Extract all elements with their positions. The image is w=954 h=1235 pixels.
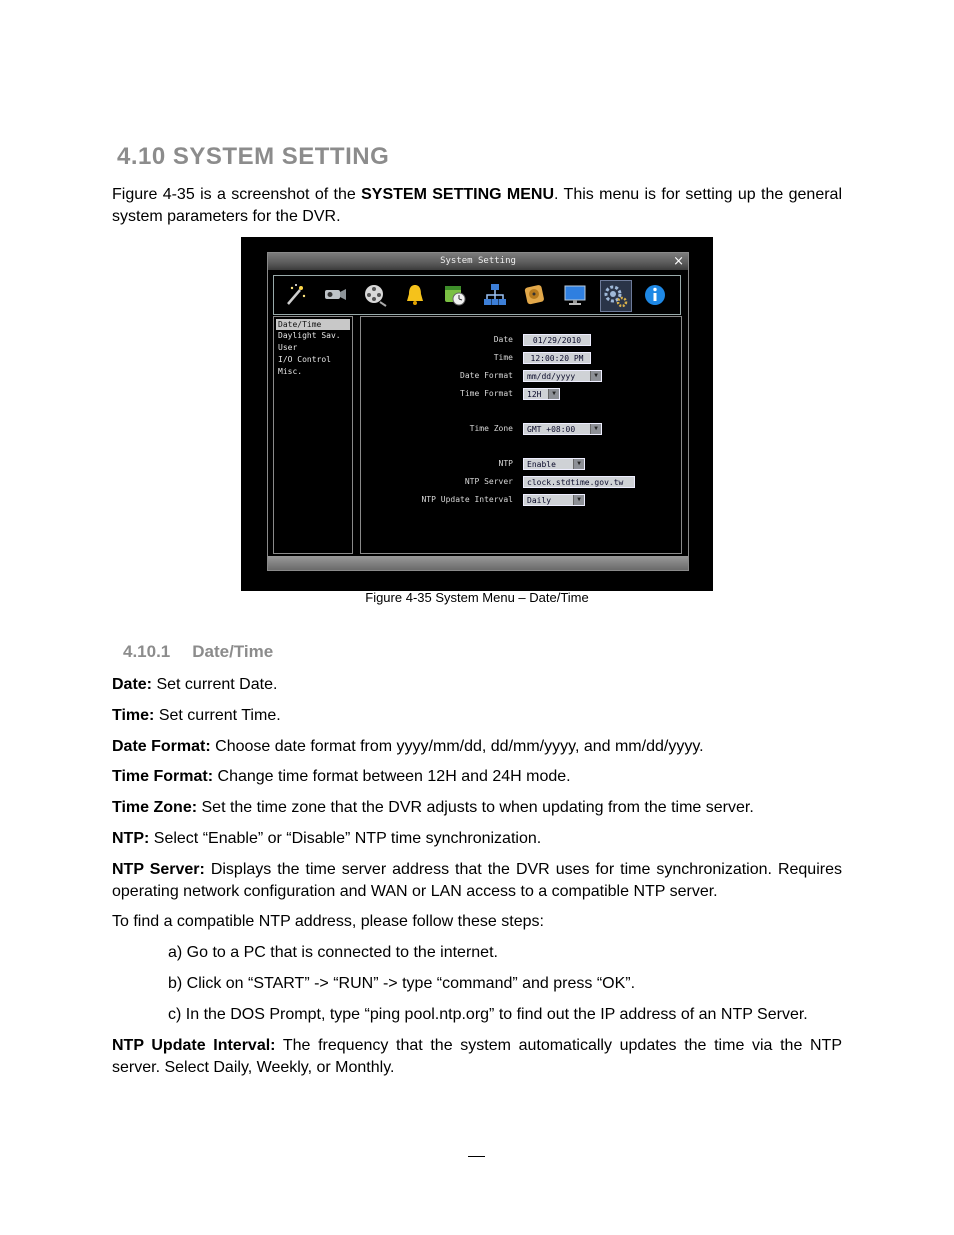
definition-term: Date:	[112, 676, 153, 693]
subsection-title: Date/Time	[192, 642, 274, 661]
definition-text: Displays the time server address that the DVR uses for time synchronization. Requires operating network configuration and WAN or LAN access to a compatible NTP server.	[112, 861, 842, 900]
time-zone-select[interactable]	[523, 423, 602, 435]
settings-menu-pane	[273, 316, 353, 554]
step-c: c) In the DOS Prompt, type “ping pool.ntp.org” to find out the IP address of an NTP Server.	[168, 1006, 808, 1023]
bell-icon[interactable]	[400, 280, 430, 310]
definition-time-format	[112, 766, 842, 788]
definition-date	[112, 674, 842, 696]
ntp-update-interval-label: NTP Update Interval	[421, 495, 513, 504]
menu-item-io-control[interactable]: I/O Control	[278, 355, 331, 364]
steps-intro: To find a compatible NTP address, please follow these steps:	[112, 913, 544, 930]
chevron-down-icon: ▼	[548, 389, 559, 399]
chevron-down-icon: ▼	[573, 459, 584, 469]
time-field[interactable]: 12:00:20 PM	[523, 352, 591, 364]
definition-text: Choose date format from yyyy/mm/dd, dd/mm/yyyy, and mm/dd/yyyy.	[210, 738, 704, 755]
section-heading: 4.10 SYSTEM SETTING	[117, 143, 390, 170]
ntp-update-interval-select[interactable]	[523, 494, 585, 506]
definition-time	[112, 705, 842, 727]
wand-icon[interactable]	[280, 280, 310, 310]
definition-term: Time Format:	[112, 768, 214, 785]
subsection-number: 4.10.1	[123, 642, 171, 661]
date-time-settings-pane	[360, 316, 682, 554]
ntp-update-interval-value: Daily	[527, 496, 552, 505]
intro-paragraph	[112, 184, 842, 228]
definition-text: The frequency that the system automatically updates the time via the NTP server. Select Daily, Weekly, or Monthly.	[112, 1037, 842, 1076]
gears-icon[interactable]	[600, 280, 632, 312]
menu-item-user[interactable]: User	[278, 343, 298, 352]
date-field[interactable]: 01/29/2010	[523, 334, 591, 346]
date-format-select[interactable]	[523, 370, 602, 382]
definition-term: NTP:	[112, 830, 150, 847]
ntp-server-field[interactable]: clock.stdtime.gov.tw	[523, 476, 635, 488]
definition-text: Change time format between 12H and 24H mode.	[213, 768, 571, 785]
close-icon[interactable]: ×	[673, 254, 684, 269]
chevron-down-icon: ▼	[573, 495, 584, 505]
disk-icon[interactable]	[520, 280, 550, 310]
chevron-down-icon: ▼	[590, 424, 601, 434]
time-zone-label: Time Zone	[469, 424, 513, 433]
intro-text-after: . This menu is for setting up the general system parameters for the DVR.	[112, 186, 843, 225]
step-a: a) Go to a PC that is connected to the internet.	[168, 944, 498, 961]
definition-text: Set the time zone that the DVR adjusts to when updating from the time server.	[197, 799, 754, 816]
time-label: Time	[493, 353, 513, 362]
intro-text-before: Figure 4-35 is a screenshot of the	[112, 186, 362, 203]
camera-icon[interactable]	[320, 280, 350, 310]
menu-item-misc[interactable]: Misc.	[278, 367, 303, 376]
definition-text: Set current Date.	[152, 676, 278, 693]
time-format-select[interactable]	[523, 388, 560, 400]
chevron-down-icon: ▼	[590, 371, 601, 381]
dvr-screenshot	[241, 237, 713, 591]
ntp-value: Enable	[527, 460, 556, 469]
film-reel-icon[interactable]	[360, 280, 390, 310]
network-icon[interactable]	[480, 280, 510, 310]
info-icon[interactable]	[640, 280, 670, 310]
definition-ntp-update-interval	[112, 1035, 842, 1079]
ntp-label: NTP	[498, 459, 513, 468]
monitor-icon[interactable]	[560, 280, 590, 310]
definition-term: NTP Update Interval:	[112, 1037, 276, 1054]
window-titlebar	[268, 253, 688, 270]
figure-caption: Figure 4-35 System Menu – Date/Time	[365, 590, 589, 605]
ntp-select[interactable]	[523, 458, 585, 470]
icon-toolbar	[273, 275, 681, 315]
definition-term: Time Zone:	[112, 799, 198, 816]
definition-ntp-server	[112, 859, 842, 903]
subsection-heading	[123, 642, 273, 662]
menu-item-daylight-saving[interactable]: Daylight Sav.	[278, 331, 341, 340]
definition-ntp	[112, 828, 842, 850]
footer-rule	[468, 1156, 485, 1157]
window-title: System Setting	[440, 256, 516, 266]
definition-term: Time:	[112, 707, 155, 724]
definition-time-zone	[112, 797, 842, 819]
definition-date-format	[112, 736, 842, 758]
definition-text: Set current Time.	[154, 707, 281, 724]
date-format-value: mm/dd/yyyy	[527, 372, 576, 381]
window-status-bar	[268, 556, 688, 570]
time-zone-value: GMT +08:00	[527, 425, 576, 434]
menu-item-date-time[interactable]: Date/Time	[276, 319, 350, 330]
time-format-value: 12H	[527, 390, 542, 399]
intro-bold-term: SYSTEM SETTING MENU	[361, 186, 555, 203]
date-format-label: Date Format	[460, 371, 513, 380]
ntp-server-label: NTP Server	[464, 477, 513, 486]
date-label: Date	[493, 335, 513, 344]
step-b: b) Click on “START” -> “RUN” -> type “command” and press “OK”.	[168, 975, 636, 992]
clock-schedule-icon[interactable]	[440, 280, 470, 310]
definition-term: Date Format:	[112, 738, 211, 755]
time-format-label: Time Format	[460, 389, 513, 398]
definition-term: NTP Server:	[112, 861, 205, 878]
system-setting-window	[267, 252, 689, 571]
definition-text: Select “Enable” or “Disable” NTP time synchronization.	[149, 830, 542, 847]
